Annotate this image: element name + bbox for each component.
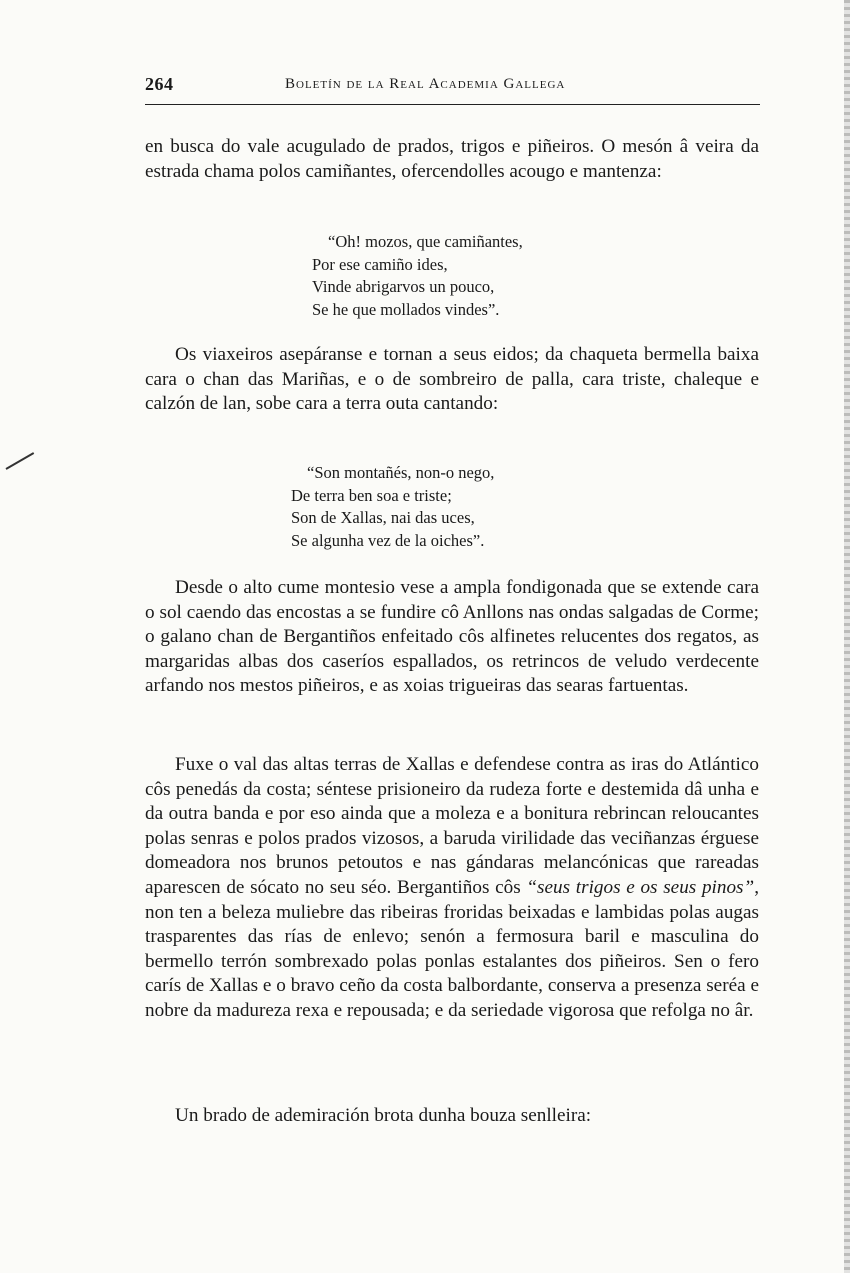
page-number: 264 (145, 74, 174, 94)
poem-line: Se he que mollados vindes”. (312, 299, 500, 319)
poem-line: Se algunha vez de la oiches”. (291, 530, 485, 550)
paragraph-2-text: Os viaxeiros asepáranse e tornan a seus eidos; da chaqueta bermella baixa cara o chan das Mariñas, e o de sombreiro de palla, cara triste, chaleque e calzón de lan, sobe cara a terra outa cantando: (145, 344, 759, 415)
poem-line: “Son montañés, non-o nego, (307, 463, 495, 482)
margin-pencil-mark (6, 452, 35, 470)
poem-2 (291, 462, 494, 552)
poem-line: “Oh! mozos, que camiñantes, (328, 232, 523, 251)
paragraph-5 (145, 1104, 759, 1129)
running-head: Boletín de la Real Academia Gallega (285, 76, 566, 92)
paragraph-2 (145, 343, 759, 417)
paragraph-1 (145, 135, 759, 184)
paragraph-4-text-a: Fuxe o val das altas terras de Xallas e defendese contra as iras do Atlántico côs penedás da costa; séntese prisioneiro da rudeza forte e destemida dâ unha e da outra banda e por eso ainda que a moleza e a bonitura rebrincan reloucantes polas senras e polos prados vizosos, a baruda virilidade das veciñanzas érguese domeadora nos brunos petoutos e nas gándaras melancónicas que rareadas aparescen de sócato no seu séo. Bergantiños côs (145, 754, 759, 898)
paragraph-3 (145, 576, 759, 699)
paragraph-4-text-b: , non ten a beleza muliebre das ribeiras froridas beixadas e lambidas polas augas trasparentes das rías de enlevo; senón a fermosura baril e masculina do bermello terrón sombrexado polas ponlas estalantes dos piñeiros. Sen o fero carís de Xallas e o bravo ceño da costa balbordante, conserva a presenza seréa e nobre da madureza rexa e repousada; e da seriedade vigorosa que refolga no âr. (145, 876, 759, 1021)
scan-edge (844, 0, 850, 1273)
poem-line: Son de Xallas, nai das uces, (291, 508, 475, 527)
poem-line: Vinde abrigarvos un pouco, (312, 277, 495, 296)
paragraph-5-text: Un brado de ademiración brota dunha bouza senlleira: (175, 1105, 592, 1126)
paragraph-4-quote: “seus trigos e os seus pinos” (526, 876, 755, 898)
poem-line: De terra ben soa e triste; (291, 485, 452, 505)
poem-line: Por ese camiño ides, (312, 254, 448, 274)
page-header (145, 70, 760, 105)
poem-1 (312, 231, 523, 321)
paragraph-1-text: en busca do vale acugulado de prados, trigos e piñeiros. O mesón â veira da estrada chama polos camiñantes, ofercendolles acougo e mantenza: (145, 136, 759, 182)
paragraph-3-text: Desde o alto cume montesio vese a ampla fondigonada que se extende cara o sol caendo das encostas a se fundire cô Anllons nas ondas salgadas de Corme; o galano chan de Bergantiños enfeitado côs alfinetes relucentes dos regatos, as margaridas albas dos caseríos espallados, os retrincos de veludo verdecente arfando nos mestos piñeiros, e as xoias trigueiras das searas fartuentas. (145, 577, 759, 697)
paragraph-4 (145, 753, 759, 1024)
